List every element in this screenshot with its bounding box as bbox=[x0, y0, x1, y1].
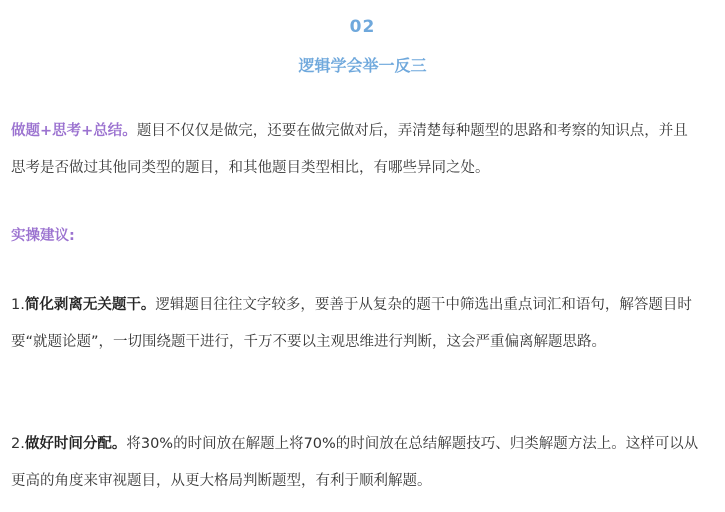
advice-item-1 bbox=[11, 287, 701, 361]
advice-item-prefix: 2. bbox=[11, 436, 25, 452]
advice-item-lead: 简化剥离无关题干。 bbox=[24, 297, 156, 313]
advice-item-2 bbox=[11, 426, 701, 500]
advice-item-text: 逻辑题目往往文字较多，要善于从复杂的题干中筛选出重点词汇和语句，解答题目时要“就题论题”，一切围绕题干进行，千万不要以主观思维进行判断，这会严重偏离解题思路。 bbox=[11, 297, 692, 350]
intro-text: 题目不仅仅是做完，还要在做完做对后，弄清楚每种题型的思路和考察的知识点，并且思考是否做过其他同类型的题目，和其他题目类型相比，有哪些异同之处。 bbox=[11, 123, 688, 176]
section-title: 逻辑学会举一反三 bbox=[298, 56, 427, 75]
intro-paragraph bbox=[11, 113, 701, 187]
advice-item-text: 将30%的时间放在解题上将70%的时间放在总结解题技巧、归类解题方法上。这样可以从更高的角度来审视题目，从更大格局判断题型，有利于顺利解题。 bbox=[11, 436, 699, 489]
advice-item-prefix: 1. bbox=[11, 297, 25, 313]
section-number: 02 bbox=[349, 17, 376, 37]
advice-item-lead: 做好时间分配。 bbox=[24, 436, 127, 452]
advice-heading bbox=[11, 218, 701, 255]
intro-lead: 做题+思考+总结。 bbox=[11, 123, 137, 139]
advice-label: 实操建议: bbox=[11, 228, 75, 244]
